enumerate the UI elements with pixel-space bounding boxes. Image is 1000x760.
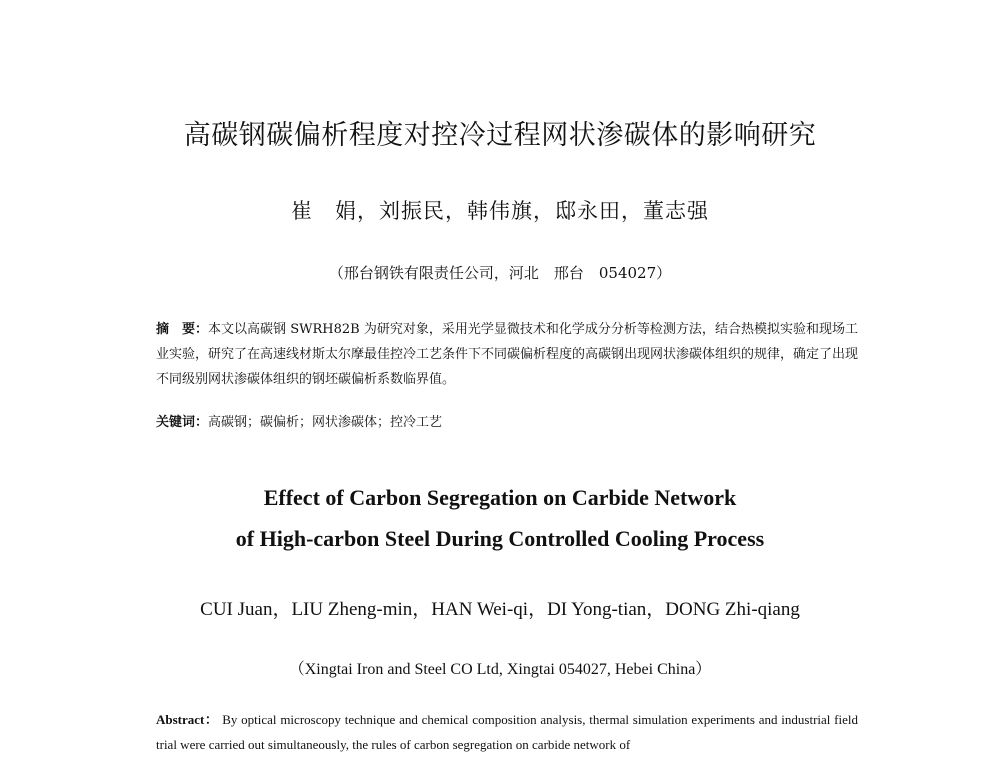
chinese-abstract xyxy=(156,317,858,392)
chinese-keywords xyxy=(156,410,858,435)
chinese-abstract-text: 本文以高碳钢 SWRH82B 为研究对象，采用光学显微技术和化学成分分析等检测方法，结合热模拟实验和现场工业实验，研究了在高速线材斯太尔摩最佳控冷工艺条件下不同碳偏析程度的高碳钢出现网状渗碳体组织的规律，确定了出现不同级别网状渗碳体组织的钢坯碳偏析系数临界值。 xyxy=(156,322,859,387)
english-title-line-2: of High-carbon Steel During Controlled Cooling Process xyxy=(235,526,765,551)
english-affiliation: （Xingtai Iron and Steel CO Ltd, Xingtai 054027, Hebei China） xyxy=(288,661,712,678)
english-abstract-label: Abstract： xyxy=(156,712,219,727)
english-abstract xyxy=(156,707,858,757)
chinese-authors: 崔 娟，刘振民，韩伟旗，邸永田，董志强 xyxy=(291,199,709,223)
chinese-abstract-label: 摘 要： xyxy=(156,322,209,337)
chinese-affiliation: （邢台钢铁有限责任公司，河北 邢台 054027） xyxy=(328,264,672,282)
english-title-line-1: Effect of Carbon Segregation on Carbide Network xyxy=(263,485,737,510)
chinese-title: 高碳钢碳偏析程度对控冷过程网状渗碳体的影响研究 xyxy=(183,120,817,151)
english-authors: CUI Juan，LIU Zheng-min，HAN Wei-qi，DI Yong-tian，DONG Zhi-qiang xyxy=(200,599,800,620)
chinese-keywords-label: 关键词： xyxy=(156,415,209,430)
english-abstract-text: By optical microscopy technique and chemical composition analysis, thermal simulation experiments and industrial field trial were carried out simultaneously, the rules of carbon segregation on carbide network of xyxy=(156,712,858,752)
chinese-keywords-text: 高碳钢；碳偏析；网状渗碳体；控冷工艺 xyxy=(208,415,443,430)
